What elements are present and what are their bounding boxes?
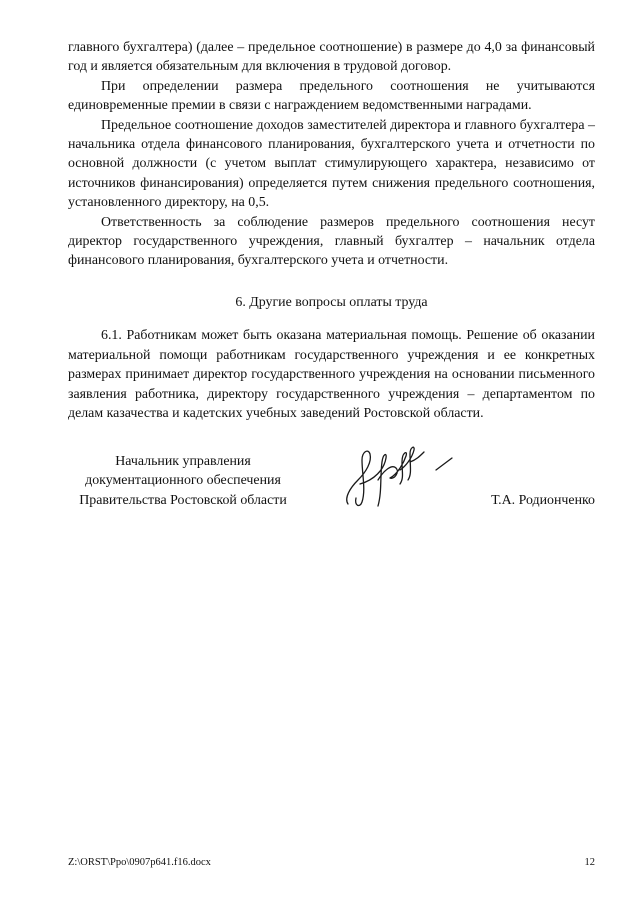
paragraph-responsibility: Ответственность за соблюдение размеров предельного соотношения несут директор государственного учреждения, главный бухгалтер – начальник отдела финансового планирования, бухгалтерского учета и отчетности. [68, 214, 595, 269]
file-path: Z:\ORST\Ppo\0907p641.f16.docx [68, 857, 211, 868]
section-heading: 6. Другие вопросы оплаты труда [235, 294, 428, 310]
signatory-position-line: Правительства Ростовской области [79, 492, 287, 508]
signatory-name: Т.А. Родионченко [491, 493, 595, 508]
signatory-position-line: документационного обеспечения [85, 473, 281, 489]
paragraph-deputy-ratio: Предельное соотношение доходов заместителей директора и главного бухгалтера – начальника отдела финансового планирования, бухгалтерского учета и отчетности по основной должности (с учетом выплат стимулирующего характера, независимо от источников финансирования) определяется путем снижения предельного соотношения, установленного директору, на 0,5. [68, 117, 595, 211]
handwritten-signature [340, 440, 460, 512]
signatory-position-line: Начальник управления [115, 454, 251, 469]
page-number: 12 [584, 857, 595, 868]
paragraph-material-assistance: 6.1. Работникам может быть оказана материальная помощь. Решение об оказании материальной помощи работникам государственного учреждения и ее конкретных размерах принимает директор государственного учреждения на основании письменного заявления работника, директору государственного учреждения – департаментом по делам казачества и кадетских учебных заведений Ростовской области. [68, 328, 595, 421]
document-body [68, 38, 595, 423]
paragraph-continuation: главного бухгалтера) (далее – предельное соотношение) в размере до 4,0 за финансовый год и является обязательным для включения в трудовой договор. [68, 40, 595, 75]
paragraph-one-time-bonuses: При определении размера предельного соотношения не учитываются единовременные премии в связи с награждением ведомственными наградами. [68, 78, 595, 114]
signatory-position [68, 452, 298, 510]
signature-block [68, 452, 595, 532]
